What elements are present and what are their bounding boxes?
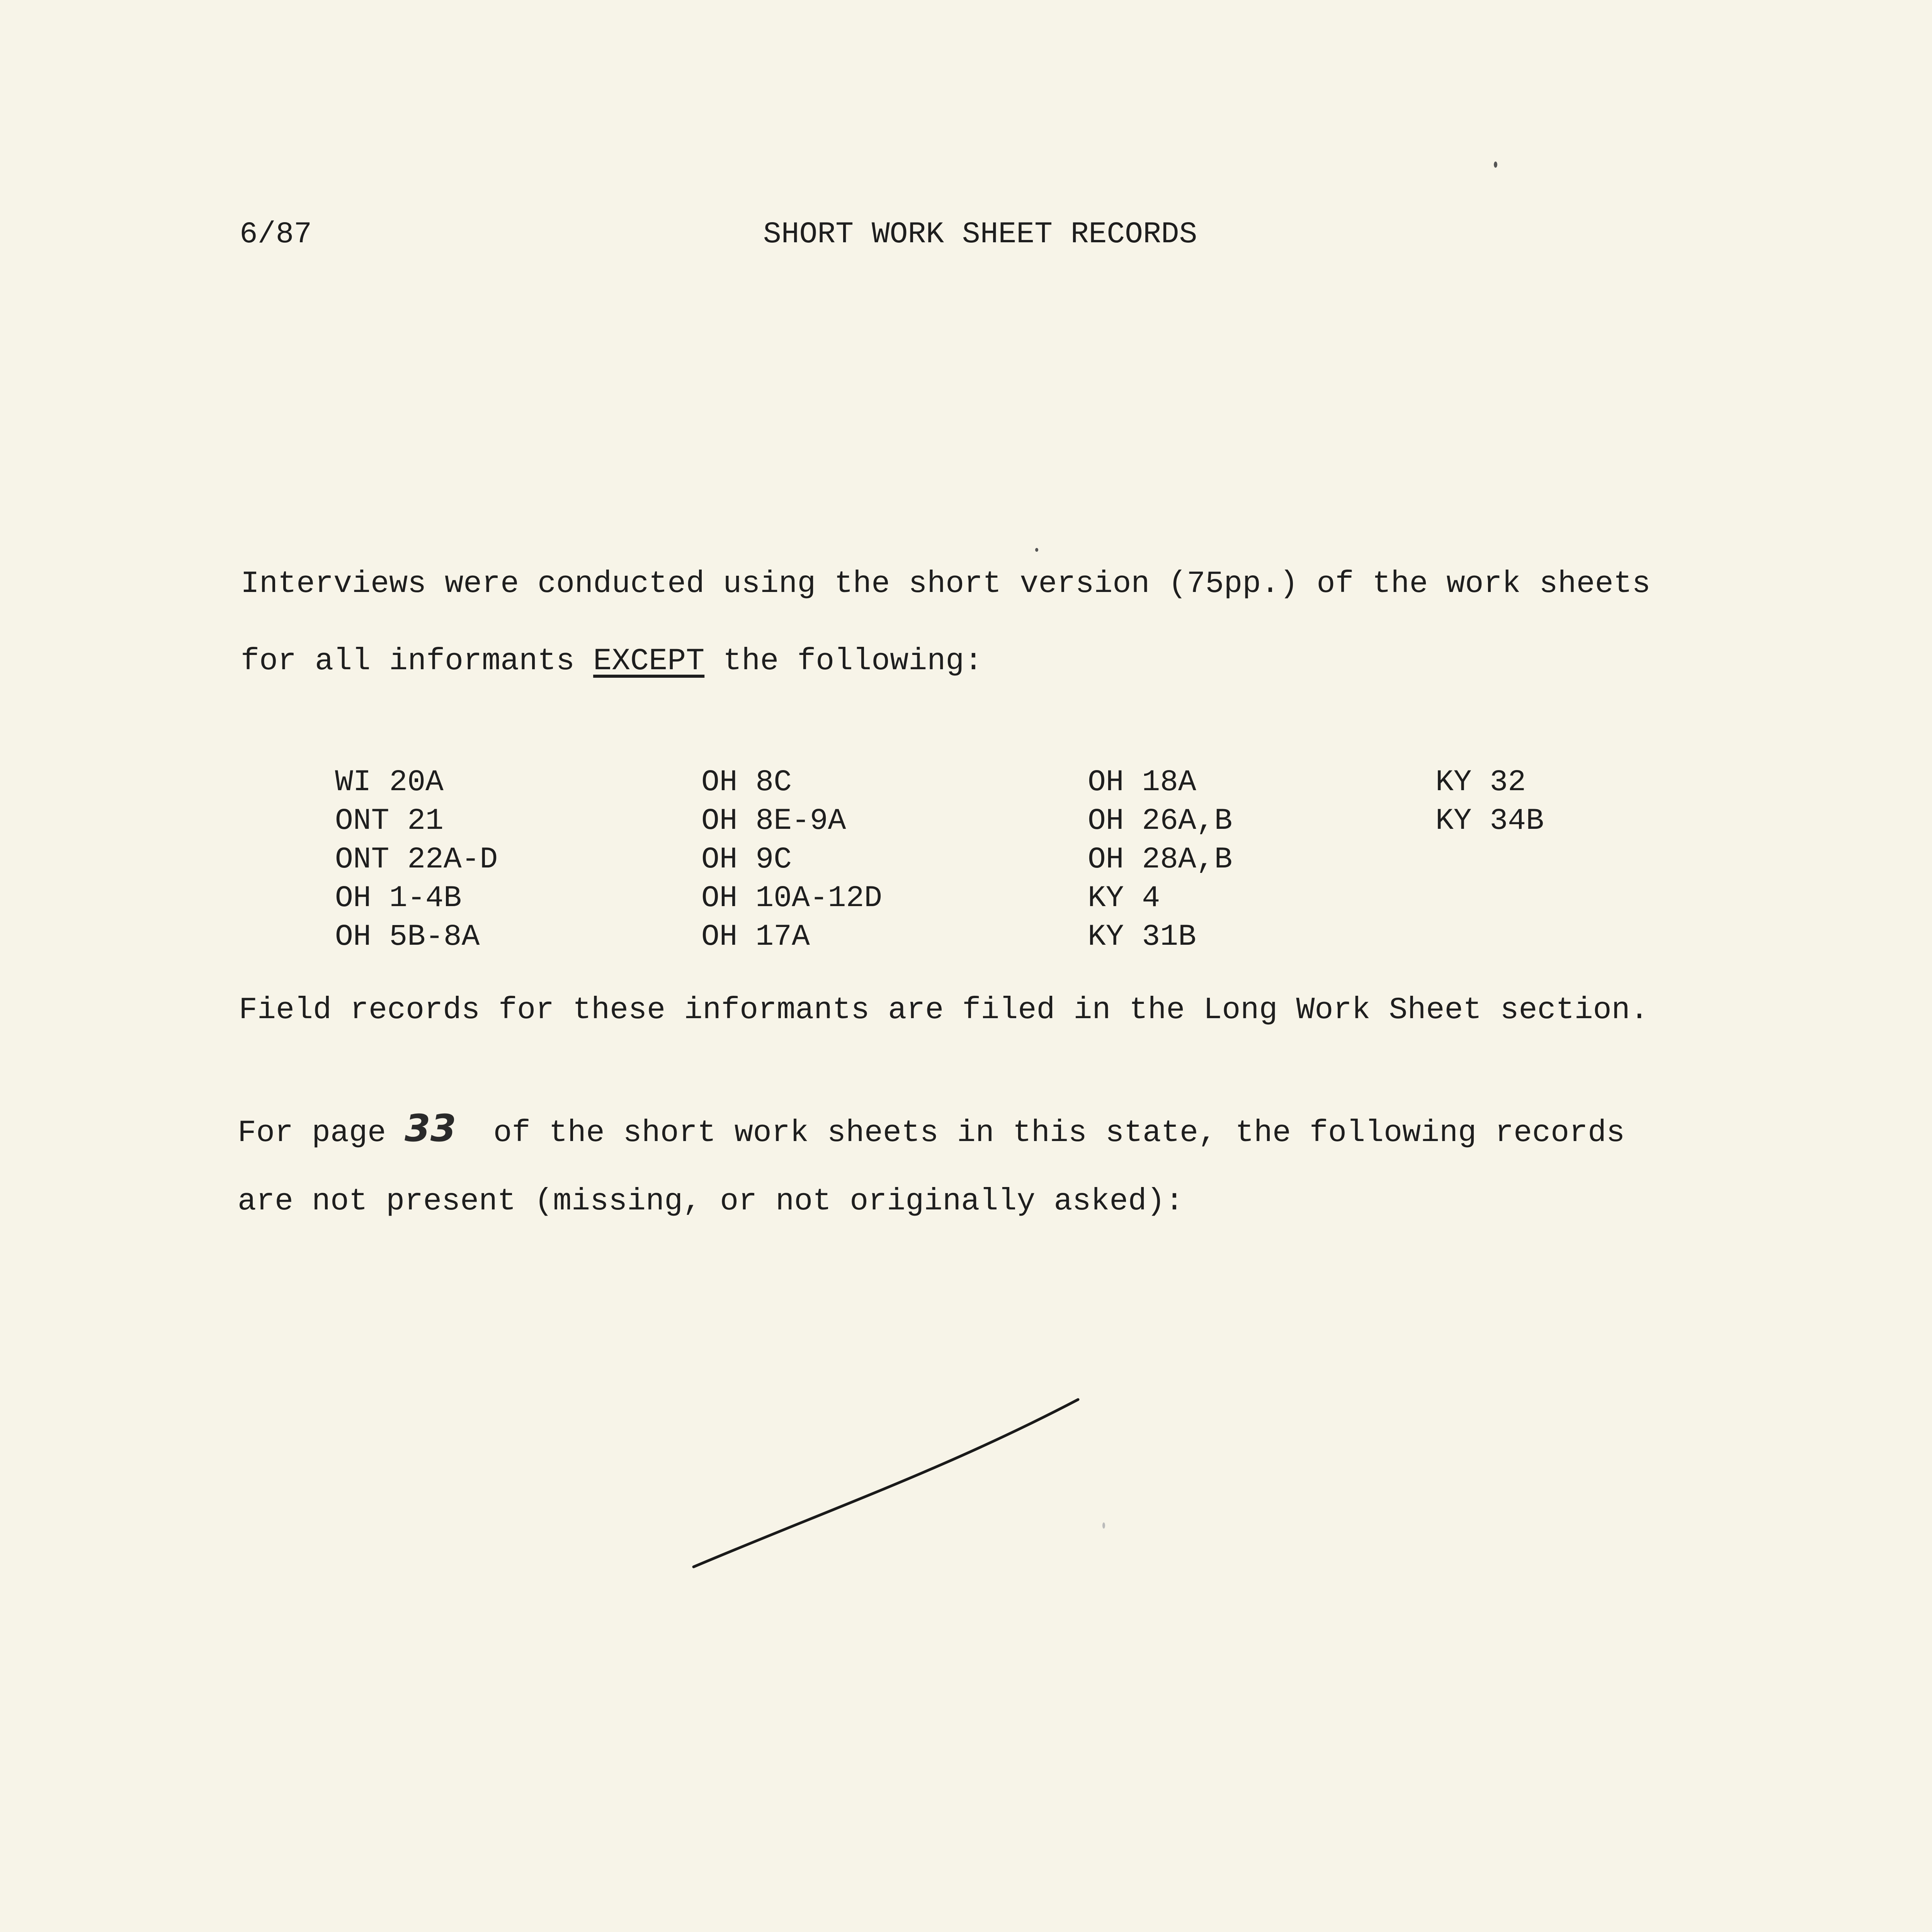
paper-speck bbox=[1035, 548, 1038, 552]
informant-code: KY 32 bbox=[1435, 765, 1526, 799]
intro-line-1: Interviews were conducted using the short version (75pp.) of the work sheets bbox=[241, 566, 1651, 602]
informant-code: OH 1-4B bbox=[335, 881, 462, 915]
informant-code: ONT 21 bbox=[335, 804, 444, 838]
paper-speck bbox=[1102, 1522, 1105, 1529]
field-records-note: Field records for these informants are filed in the Long Work Sheet section. bbox=[239, 993, 1649, 1028]
informant-code: OH 26A,B bbox=[1088, 804, 1233, 838]
informant-code: OH 17A bbox=[701, 920, 810, 954]
informant-code: OH 8E-9A bbox=[701, 804, 846, 838]
intro-line-2-before: for all informants bbox=[241, 644, 594, 679]
informant-code: KY 4 bbox=[1088, 881, 1160, 915]
page-statement-line-2: are not present (missing, or not originally asked): bbox=[238, 1184, 1184, 1219]
informant-code: WI 20A bbox=[335, 765, 444, 799]
informant-code: ONT 22A-D bbox=[335, 843, 498, 877]
header-title: SHORT WORK SHEET RECORDS bbox=[763, 218, 1197, 252]
paper-speck bbox=[1494, 162, 1497, 168]
informant-code: OH 10A-12D bbox=[701, 881, 883, 915]
except-emphasis: EXCEPT bbox=[593, 644, 705, 679]
informant-code: OH 5B-8A bbox=[335, 920, 480, 954]
informant-code: KY 31B bbox=[1088, 920, 1196, 954]
informant-code: OH 28A,B bbox=[1088, 843, 1233, 877]
informant-code: OH 18A bbox=[1088, 765, 1196, 799]
header-date: 6/87 bbox=[240, 218, 312, 252]
page-statement-before: For page bbox=[238, 1116, 405, 1151]
informant-code: OH 9C bbox=[701, 843, 792, 877]
intro-line-2-after: the following: bbox=[704, 644, 983, 679]
handwritten-page-number: 33 bbox=[405, 1107, 456, 1150]
informant-code: OH 8C bbox=[701, 765, 792, 799]
page-statement-after: of the short work sheets in this state, the following records bbox=[456, 1116, 1625, 1151]
informant-code: KY 34B bbox=[1435, 804, 1544, 838]
